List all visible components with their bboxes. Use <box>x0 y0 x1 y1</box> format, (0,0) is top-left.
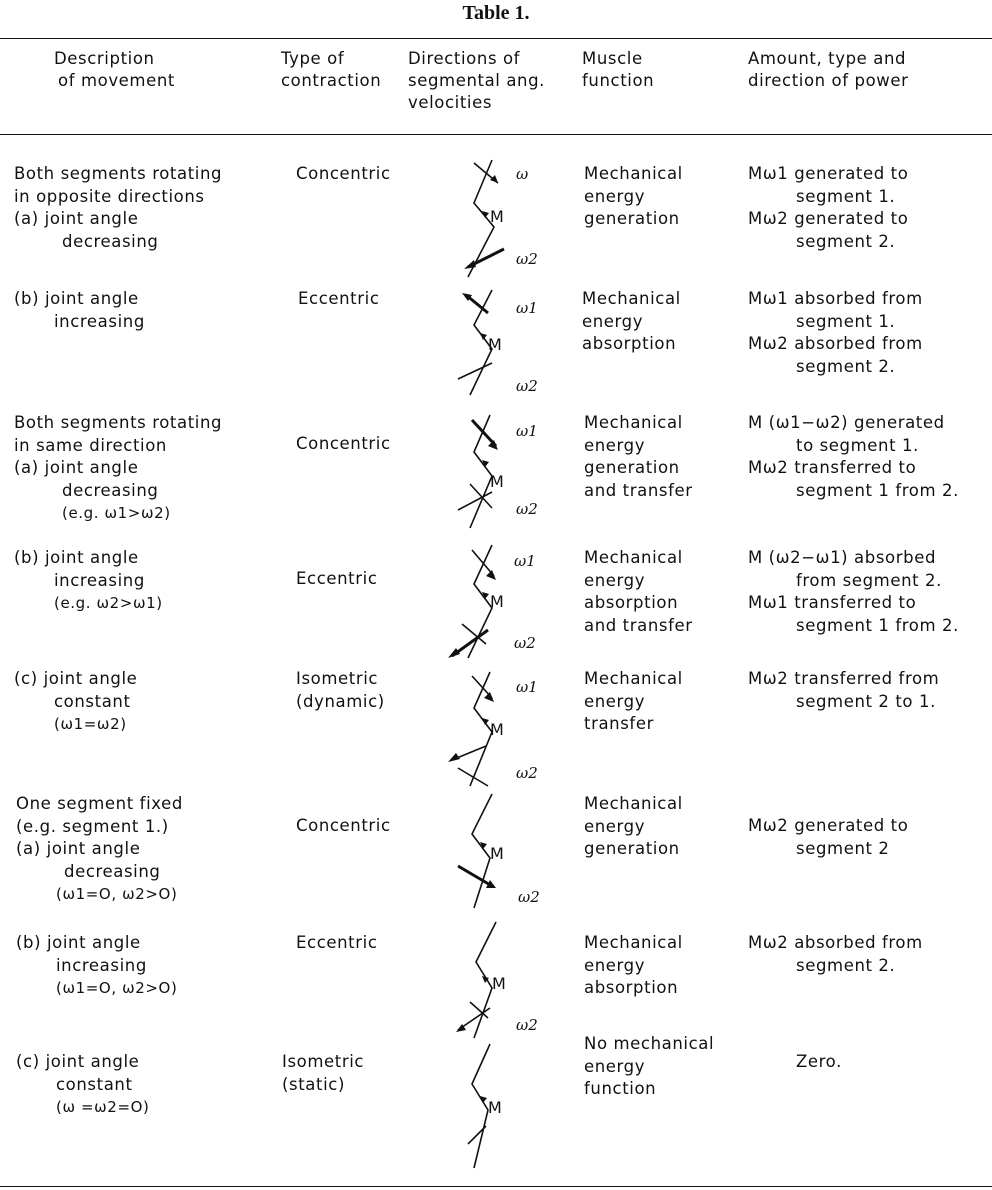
omega1-label: ω <box>516 165 529 183</box>
row3-velocity-diagram <box>440 410 550 530</box>
row6-description: One segment fixed (e.g. segment 1.) (a) joint angle decreasing (ω1=O, ω2>O) <box>16 794 183 903</box>
header-power: Amount, type and direction of power <box>748 49 909 90</box>
omega2-label: ω2 <box>516 250 538 268</box>
moment-label: M <box>490 592 504 611</box>
row4-function: Mechanical energy absorption and transfer <box>584 548 693 635</box>
row5-velocity-diagram <box>440 668 550 790</box>
row8-power: Zero. <box>796 1052 842 1071</box>
row6-function: Mechanical energy generation <box>584 794 683 858</box>
row8-contraction: Isometric (static) <box>282 1052 365 1094</box>
row5-power: Mω2 transferred from segment 2 to 1. <box>748 669 940 711</box>
row3-contraction: Concentric <box>296 434 391 453</box>
omega2-label: ω2 <box>514 634 536 652</box>
moment-label: M <box>490 720 504 739</box>
row6-power: Mω2 generated to segment 2 <box>748 816 909 858</box>
row1-power: Mω1 generated to segment 1. Mω2 generated to segment 2. <box>748 164 909 251</box>
row6-contraction: Concentric <box>296 816 391 835</box>
row7-function: Mechanical energy absorption <box>584 933 683 997</box>
row8-velocity-diagram <box>440 1040 550 1172</box>
moment-label: M <box>490 844 504 863</box>
row3-power: M (ω1−ω2) generated to segment 1. Mω2 transferred to segment 1 from 2. <box>748 413 959 500</box>
row2-description: (b) joint angle increasing <box>14 289 145 331</box>
row2-velocity-diagram <box>440 285 550 400</box>
omega2-label: ω2 <box>516 764 538 782</box>
row5-function: Mechanical energy transfer <box>584 669 683 733</box>
row1-velocity-diagram <box>440 155 550 280</box>
omega2-label: ω2 <box>518 888 540 906</box>
header-function: Muscle function <box>582 49 655 90</box>
row3-function: Mechanical energy generation and transfer <box>584 413 693 500</box>
moment-label: M <box>488 1098 502 1117</box>
row2-contraction: Eccentric <box>298 289 380 308</box>
omega1-label: ω1 <box>516 678 538 696</box>
moment-label: M <box>492 974 506 993</box>
header-bottom-rule <box>0 134 992 135</box>
table-bottom-rule <box>0 1186 992 1187</box>
header-contraction: Type of contraction <box>281 49 382 90</box>
row7-contraction: Eccentric <box>296 933 378 952</box>
row6-velocity-diagram <box>440 790 550 912</box>
row1-contraction: Concentric <box>296 164 391 183</box>
row3-description: Both segments rotating in same direction (a) joint angle decreasing (e.g. ω1>ω2) <box>14 413 223 522</box>
omega1-label: ω1 <box>516 299 538 317</box>
row7-velocity-diagram <box>440 918 550 1040</box>
table-caption: Table 1. <box>462 2 530 24</box>
header-description: Description of movement <box>54 49 175 90</box>
omega1-label: ω1 <box>514 552 536 570</box>
omega2-label: ω2 <box>516 500 538 518</box>
omega2-label: ω2 <box>516 1016 538 1034</box>
row5-contraction: Isometric (dynamic) <box>296 669 385 711</box>
row4-velocity-diagram <box>440 540 550 662</box>
header-top-rule <box>0 38 992 39</box>
row7-description: (b) joint angle increasing (ω1=O, ω2>O) <box>16 933 178 997</box>
row4-power: M (ω2−ω1) absorbed from segment 2. Mω1 transferred to segment 1 from 2. <box>748 548 959 635</box>
moment-label: M <box>490 472 504 491</box>
moment-label: M <box>488 335 502 354</box>
row1-function: Mechanical energy generation <box>584 164 683 228</box>
header-directions: Directions of segmental ang. velocities <box>408 49 545 112</box>
row7-power: Mω2 absorbed from segment 2. <box>748 933 923 975</box>
omega1-label: ω1 <box>516 422 538 440</box>
row5-description: (c) joint angle constant (ω1=ω2) <box>14 669 138 733</box>
moment-label: M <box>490 207 504 226</box>
row2-power: Mω1 absorbed from segment 1. Mω2 absorbed from segment 2. <box>748 289 923 376</box>
row4-description: (b) joint angle increasing (e.g. ω2>ω1) <box>14 548 163 612</box>
row8-function: No mechanical energy function <box>584 1034 715 1098</box>
row8-description: (c) joint angle constant (ω =ω2=O) <box>16 1052 150 1116</box>
row2-function: Mechanical energy absorption <box>582 289 681 353</box>
row1-description: Both segments rotating in opposite directions (a) joint angle decreasing <box>14 164 223 251</box>
row4-contraction: Eccentric <box>296 569 378 588</box>
omega2-label: ω2 <box>516 377 538 395</box>
